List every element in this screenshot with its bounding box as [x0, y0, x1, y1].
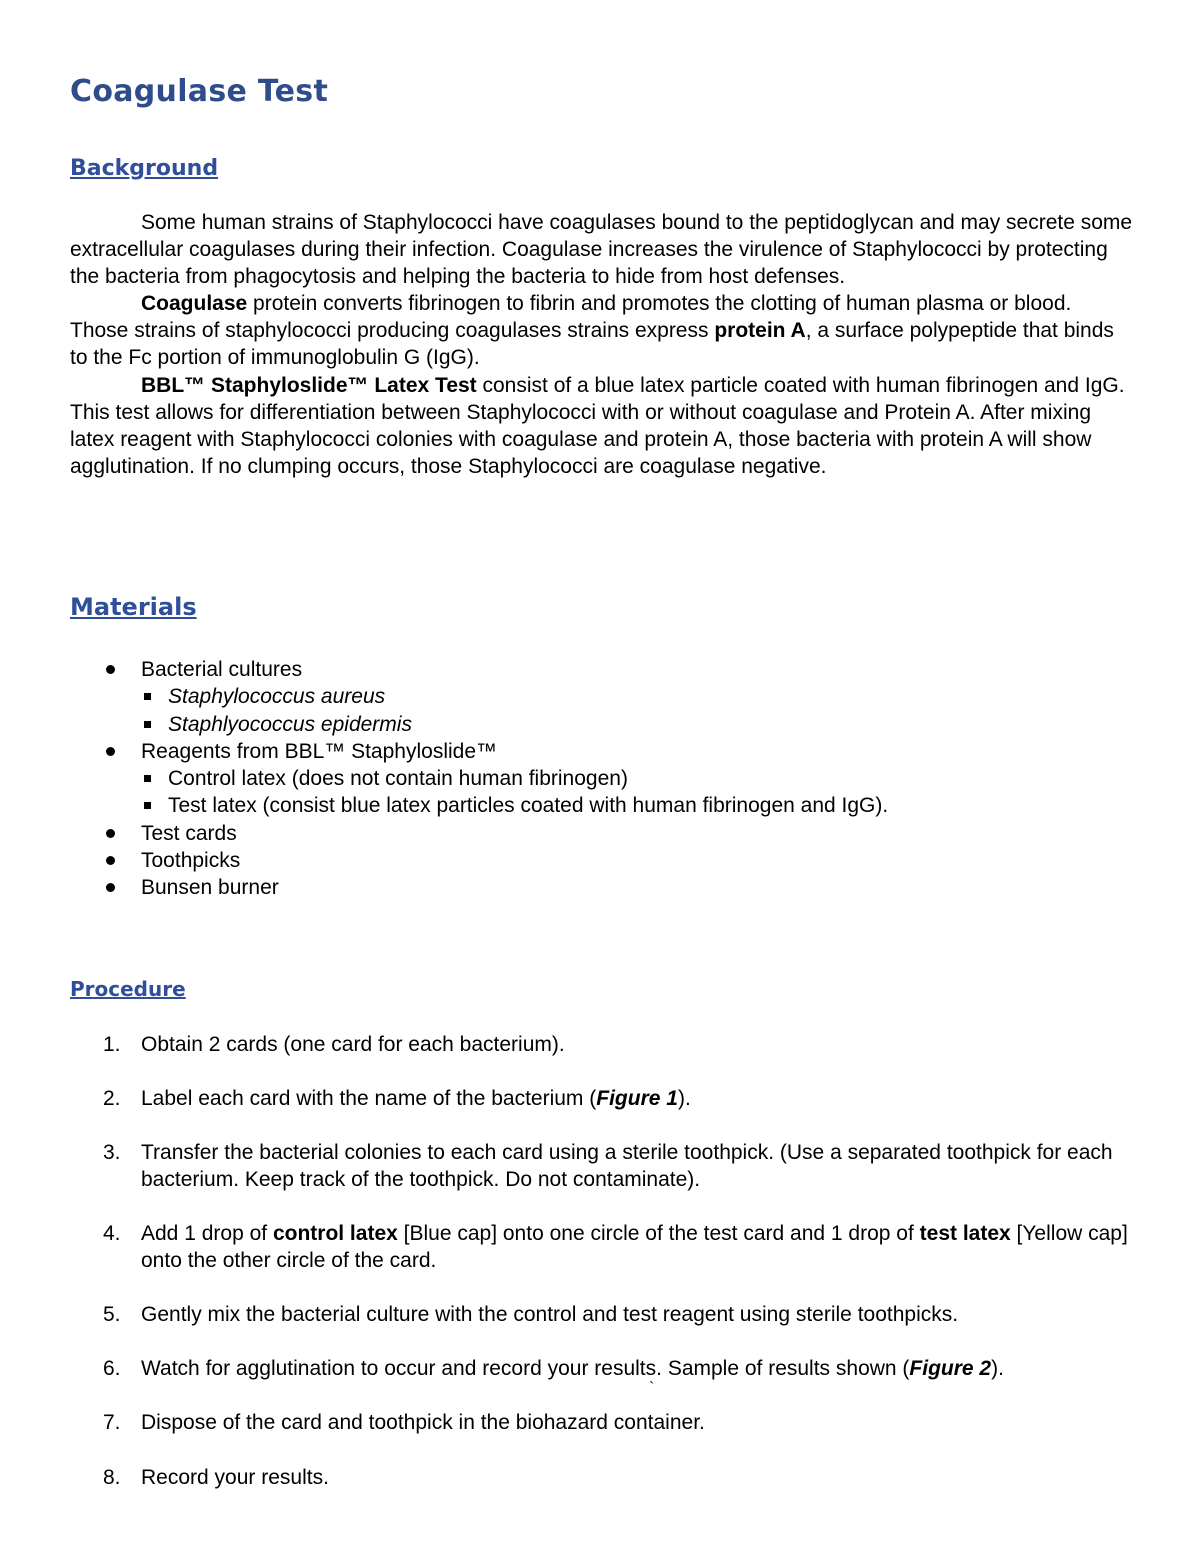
- bold-term: test latex: [919, 1222, 1011, 1245]
- background-paragraph-2: Coagulase protein converts fibrinogen to fibrin and promotes the clotting of human plasma or blood. Those strains of staphylococci producing coagulases strains express protein A, a surface polypeptide that binds to the Fc portion of immunoglobulin G (IgG).: [70, 292, 1114, 370]
- procedure-heading: Procedure: [70, 977, 186, 1001]
- bold-term: BBL™ Staphyloslide™ Latex Test: [141, 373, 477, 397]
- list-item: Bunsen burner: [70, 874, 1135, 901]
- bullet-icon: [106, 874, 115, 901]
- document-page: Coagulase Test Background Some human strains of Staphylococci have coagulases bound to the peptidoglycan and may secrete some extracellular coagulases during their infection. Coagulase increases the virulence of Staphylococci by protecting the bacteria from phagocytosis and helping the bacteria to hide from host defenses. Coagulase protein converts fibrinogen to fibrin and promotes the clotting of human plasma or blood. Those strains of staphylococci producing coagulases strains express protein A, a surface polypeptide that binds to the Fc portion of immunoglobulin G (IgG). BBL™ Staphyloslide™ Latex Test consist of a blue latex particle coated with human fibrinogen and IgG. This test allows for differentiation between Staphylococci with or without coagulase and Protein A. After mixing latex reagent with Staphylococci colonies with coagulase and protein A, those bacteria with protein A will show agglutination. If no clumping occurs, those Staphylococci are coagulase negative. Materials Bacterial cultures Staphylococcus aureus Staphlyococcus epidermis Reagents from BBL™ Staphyloslide™ Control latex (does not contain human fibrinogen) Test latex (consist blue latex particles coated with human fibrinogen and IgG). Test cards Toothpicks Bunsen burner Procedure 1. Obtain 2 cards (one card for each bacterium). 2. Label each card with the name of the bacterium (Figure 1). 3. Transfer the bacterial colonies to each card using a sterile toothpick. (Use a separated toothpick for each bacterium. Keep track of the toothpick. Do not contaminate). 4. Add 1 drop of control latex [Blue cap] onto one circle of the test card and 1 drop of test latex [Yellow cap] onto the other circle of the card. 5. Gently mix the bacterial culture with the control and test reagent using sterile toothpicks. 6. Watch for agglutination to occur and record your results. Sample of results shown (Figure 2). 7. Dispose of the card and toothpick in the biohazard container. 8. Record your results. `: [0, 0, 1200, 1553]
- square-bullet-icon: [144, 711, 151, 738]
- list-item: Toothpicks: [70, 847, 1135, 874]
- materials-list: [70, 656, 1135, 902]
- figure-reference: Figure 2: [909, 1357, 992, 1380]
- background-section: [70, 209, 1135, 480]
- figure-reference: Figure 1: [596, 1087, 678, 1110]
- background-heading: Background: [70, 156, 219, 181]
- square-bullet-icon: [144, 792, 151, 819]
- bold-term: Coagulase: [141, 292, 248, 316]
- page-title: Coagulase Test: [70, 74, 329, 109]
- list-item: Bacterial cultures: [70, 656, 1135, 683]
- bullet-icon: [106, 738, 115, 765]
- bullet-icon: [106, 847, 115, 874]
- stray-mark: `: [649, 1380, 655, 1397]
- background-paragraph-3: BBL™ Staphyloslide™ Latex Test consist of a blue latex particle coated with human fibrinogen and IgG. This test allows for differentiation between Staphylococci with or without coagulase and Protein A. After mixing latex reagent with Staphylococci colonies with coagulase and protein A, those bacteria with protein A will show agglutination. If no clumping occurs, those Staphylococci are coagulase negative.: [70, 373, 1125, 478]
- bullet-icon: [106, 656, 115, 683]
- list-item: Staphylococcus aureus: [70, 683, 1135, 710]
- background-paragraph-1: Some human strains of Staphylococci have coagulases bound to the peptidoglycan and may secrete some extracellular coagulases during their infection. Coagulase increases the virulence of Staphylococci by protecting the bacteria from phagocytosis and helping the bacteria to hide from host defenses.: [70, 211, 1133, 289]
- bullet-icon: [106, 820, 115, 847]
- list-item: Control latex (does not contain human fibrinogen): [70, 765, 1135, 792]
- bold-term: protein A: [714, 319, 806, 343]
- square-bullet-icon: [144, 765, 151, 792]
- list-item: Test cards: [70, 820, 1135, 847]
- list-item: Staphlyococcus epidermis: [70, 711, 1135, 738]
- list-item: Reagents from BBL™ Staphyloslide™: [70, 738, 1135, 765]
- bold-term: control latex: [272, 1222, 398, 1245]
- square-bullet-icon: [144, 683, 151, 710]
- materials-heading: Materials: [70, 593, 197, 621]
- list-item: Test latex (consist blue latex particles coated with human fibrinogen and IgG).: [70, 792, 1135, 819]
